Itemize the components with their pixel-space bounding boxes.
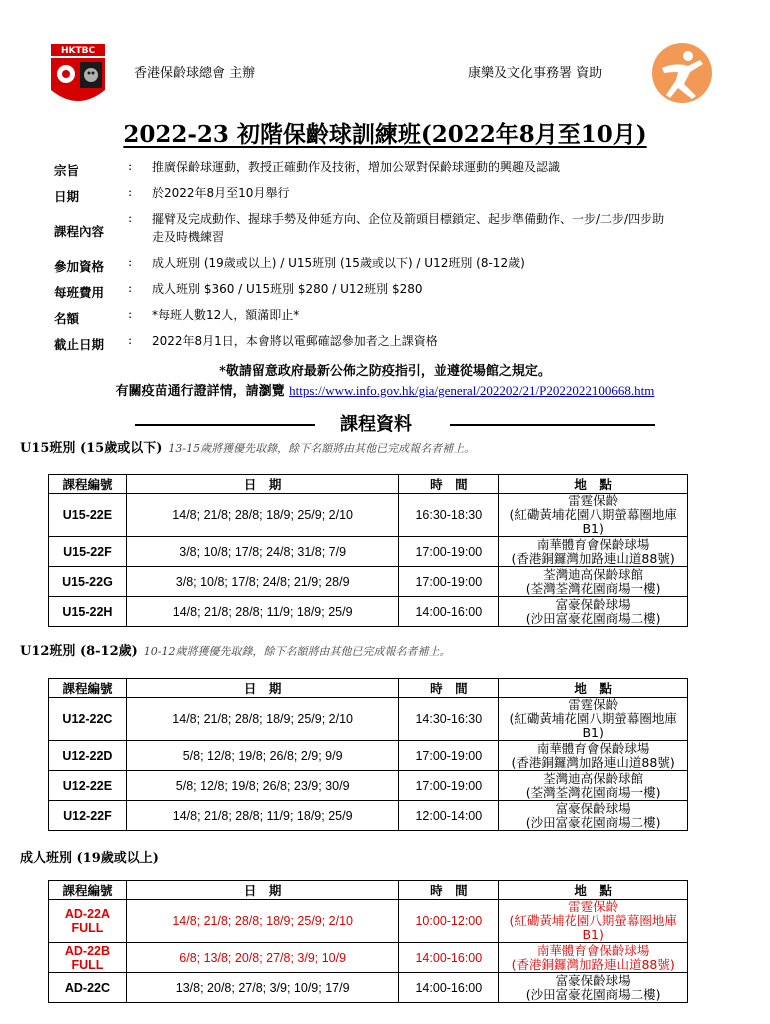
venue-address: (荃灣荃灣花園商場一樓) bbox=[525, 580, 661, 596]
col-location: 地 點 bbox=[499, 475, 688, 494]
venue-name: 南華體育會保齡球場 bbox=[536, 942, 650, 958]
table-row bbox=[49, 567, 688, 597]
course-time: 17:00-19:00 bbox=[399, 741, 499, 771]
venue-address: (沙田富豪花園商場二樓) bbox=[525, 986, 661, 1002]
course-location bbox=[499, 537, 688, 567]
group-title: U12班別 (8-12歲) bbox=[20, 644, 138, 659]
venue-name: 南華體育會保齡球場 bbox=[536, 536, 650, 552]
col-location: 地 點 bbox=[499, 881, 688, 900]
col-dates: 日 期 bbox=[126, 881, 399, 900]
group-note: 13-15歲將獲優先取錄，餘下名額將由其他已完成報名者補上。 bbox=[168, 442, 476, 455]
table-row bbox=[49, 943, 688, 973]
vaccine-pass-text: 有關疫苗通行證詳情，請瀏覽 bbox=[115, 384, 290, 399]
info-row-fee bbox=[54, 280, 754, 306]
venue-address: (荃灣荃灣花園商場一樓) bbox=[525, 784, 661, 800]
venue-address: (香港銅鑼灣加路連山道88號) bbox=[511, 550, 675, 566]
venue-name: 富豪保齡球場 bbox=[555, 596, 631, 612]
full-badge: FULL bbox=[71, 921, 104, 935]
info-row-deadline bbox=[54, 332, 754, 358]
venue-name: 富豪保齡球場 bbox=[555, 972, 631, 988]
course-time: 14:00-16:00 bbox=[399, 973, 499, 1003]
venue-name: 荃灣迪高保齡球館 bbox=[543, 566, 644, 582]
course-location bbox=[499, 771, 688, 801]
venue-address: (香港銅鑼灣加路連山道88號) bbox=[511, 956, 675, 972]
course-location bbox=[499, 900, 688, 943]
course-dates: 14/8; 21/8; 28/8; 18/9; 25/9; 2/10 bbox=[126, 698, 399, 741]
section-title bbox=[0, 410, 770, 434]
course-code bbox=[49, 900, 127, 943]
course-location bbox=[499, 943, 688, 973]
info-label: 宗旨 bbox=[54, 163, 80, 178]
info-row-quota bbox=[54, 306, 754, 332]
info-colon: : bbox=[128, 210, 133, 225]
page-header bbox=[0, 0, 770, 115]
venue-address: (沙田富豪花園商場二樓) bbox=[525, 814, 661, 830]
info-row-date bbox=[54, 184, 754, 210]
lcsd-logo-icon bbox=[648, 42, 716, 104]
info-label: 名額 bbox=[54, 311, 80, 326]
col-code: 課程編號 bbox=[49, 679, 127, 698]
venue-name: 荃灣迪高保齡球館 bbox=[543, 770, 644, 786]
table-row bbox=[49, 741, 688, 771]
group-heading-u15 bbox=[20, 437, 475, 456]
course-code: U15-22F bbox=[49, 537, 127, 567]
course-table-adult bbox=[48, 880, 688, 1003]
table-header bbox=[49, 679, 688, 698]
info-label: 日期 bbox=[54, 189, 80, 204]
page-title: 2022-23 初階保齡球訓練班(2022年8月至10月) bbox=[123, 121, 647, 148]
info-colon: : bbox=[128, 158, 133, 173]
full-badge: FULL bbox=[71, 957, 104, 972]
course-location bbox=[499, 801, 688, 831]
info-label: 每班費用 bbox=[54, 285, 105, 300]
course-dates: 6/8; 13/8; 20/8; 27/8; 3/9; 10/9 bbox=[126, 943, 399, 973]
course-location bbox=[499, 973, 688, 1003]
info-row-content bbox=[54, 210, 754, 254]
course-location bbox=[499, 741, 688, 771]
section-rule-left bbox=[135, 424, 315, 426]
course-time: 14:30-16:30 bbox=[399, 698, 499, 741]
course-code: U15-22G bbox=[49, 567, 127, 597]
course-code: AD-22C bbox=[49, 973, 127, 1003]
info-value: 於2022年8月至10月舉行 bbox=[152, 186, 290, 200]
course-dates: 5/8; 12/8; 19/8; 26/8; 23/9; 30/9 bbox=[126, 771, 399, 801]
info-colon: : bbox=[128, 280, 133, 295]
venue-address: (沙田富豪花園商場二樓) bbox=[525, 610, 661, 626]
course-table-u15 bbox=[48, 474, 688, 627]
col-time: 時 間 bbox=[399, 475, 499, 494]
course-dates: 3/8; 10/8; 17/8; 24/8; 31/8; 7/9 bbox=[126, 537, 399, 567]
venue-name: 雷霆保齡 bbox=[568, 697, 619, 712]
course-time: 14:00-16:00 bbox=[399, 597, 499, 627]
course-code: U12-22E bbox=[49, 771, 127, 801]
info-label: 參加資格 bbox=[54, 259, 105, 274]
group-heading-u12 bbox=[20, 640, 451, 659]
venue-address: (紅磡黃埔花園八期螢幕圈地庫B1) bbox=[509, 711, 677, 740]
table-row bbox=[49, 537, 688, 567]
col-time: 時 間 bbox=[399, 881, 499, 900]
table-row bbox=[49, 698, 688, 741]
course-time: 17:00-19:00 bbox=[399, 537, 499, 567]
group-title: 成人班別 (19歲或以上) bbox=[20, 851, 159, 866]
info-colon: : bbox=[128, 254, 133, 269]
info-colon: : bbox=[128, 332, 133, 347]
section-title-text: 課程資料 bbox=[340, 414, 412, 435]
course-code bbox=[49, 943, 127, 973]
course-code: U12-22F bbox=[49, 801, 127, 831]
info-value: 2022年8月1日，本會將以電郵確認參加者之上課資格 bbox=[152, 334, 438, 348]
course-location bbox=[499, 597, 688, 627]
col-dates: 日 期 bbox=[126, 679, 399, 698]
course-info bbox=[54, 158, 754, 358]
table-row bbox=[49, 900, 688, 943]
course-time: 12:00-14:00 bbox=[399, 801, 499, 831]
table-row bbox=[49, 801, 688, 831]
logo-text: HKTBC bbox=[60, 46, 96, 56]
covid-notice: *敬請留意政府最新公佈之防疫指引，並遵從場館之規定。 bbox=[219, 364, 551, 379]
course-dates: 14/8; 21/8; 28/8; 11/9; 18/9; 25/9 bbox=[126, 801, 399, 831]
course-time: 17:00-19:00 bbox=[399, 567, 499, 597]
organizer-label: 香港保齡球總會 主辦 bbox=[134, 66, 256, 81]
course-code-text: AD-22A bbox=[64, 907, 111, 921]
hktbc-logo-icon bbox=[49, 42, 107, 108]
info-colon: : bbox=[128, 306, 133, 321]
info-value: 擺臂及完成動作、握球手勢及伸延方向、企位及箭頭目標鎖定、起步準備動作、一步/二步/四步助走及時機練習 bbox=[152, 212, 665, 244]
sponsor-label: 康樂及文化事務署 資助 bbox=[468, 66, 603, 81]
info-label: 課程內容 bbox=[54, 224, 105, 239]
venue-name: 雷霆保齡 bbox=[568, 493, 619, 508]
course-time: 16:30-18:30 bbox=[399, 494, 499, 537]
venue-address: (香港銅鑼灣加路連山道88號) bbox=[511, 754, 675, 770]
info-colon: : bbox=[128, 184, 133, 199]
info-row-eligibility bbox=[54, 254, 754, 280]
course-location bbox=[499, 698, 688, 741]
col-code: 課程編號 bbox=[49, 475, 127, 494]
col-location: 地 點 bbox=[499, 679, 688, 698]
course-time: 14:00-16:00 bbox=[399, 943, 499, 973]
course-table-u12 bbox=[48, 678, 688, 831]
venue-name: 富豪保齡球場 bbox=[555, 800, 631, 816]
info-label: 截止日期 bbox=[54, 337, 105, 352]
course-code: U12-22D bbox=[49, 741, 127, 771]
venue-name: 南華體育會保齡球場 bbox=[536, 740, 650, 756]
vaccine-pass-notice bbox=[0, 380, 770, 399]
group-title: U15班別 (15歲或以下) bbox=[20, 441, 163, 456]
course-dates: 14/8; 21/8; 28/8; 18/9; 25/9; 2/10 bbox=[126, 900, 399, 943]
col-time: 時 間 bbox=[399, 679, 499, 698]
table-row bbox=[49, 494, 688, 537]
group-note: 10-12歲將獲優先取錄，餘下名額將由其他已完成報名者補上。 bbox=[143, 645, 451, 658]
col-code: 課程編號 bbox=[49, 881, 127, 900]
info-value: 成人班別 (19歲或以上) / U15班別 (15歲或以下) / U12班別 (8-12歲) bbox=[152, 256, 525, 270]
course-code-text: AD-22B bbox=[64, 943, 111, 958]
venue-address: (紅磡黃埔花園八期螢幕圈地庫B1) bbox=[509, 507, 677, 536]
course-dates: 14/8; 21/8; 28/8; 11/9; 18/9; 25/9 bbox=[126, 597, 399, 627]
table-row bbox=[49, 597, 688, 627]
course-location bbox=[499, 567, 688, 597]
course-code: U12-22C bbox=[49, 698, 127, 741]
course-dates: 5/8; 12/8; 19/8; 26/8; 2/9; 9/9 bbox=[126, 741, 399, 771]
venue-address: (紅磡黃埔花園八期螢幕圈地庫B1) bbox=[509, 913, 677, 942]
course-time: 17:00-19:00 bbox=[399, 771, 499, 801]
section-rule-right bbox=[450, 424, 655, 426]
col-dates: 日 期 bbox=[126, 475, 399, 494]
course-code: U15-22H bbox=[49, 597, 127, 627]
table-header bbox=[49, 475, 688, 494]
info-row-purpose bbox=[54, 158, 754, 184]
info-value: 推廣保齡球運動，教授正確動作及技術，增加公眾對保齡球運動的興趣及認識 bbox=[152, 160, 561, 174]
course-code: U15-22E bbox=[49, 494, 127, 537]
venue-name: 雷霆保齡 bbox=[568, 899, 619, 914]
course-time: 10:00-12:00 bbox=[399, 900, 499, 943]
group-heading-adult bbox=[20, 847, 159, 866]
course-dates: 13/8; 20/8; 27/8; 3/9; 10/9; 17/9 bbox=[126, 973, 399, 1003]
info-value: *每班人數12人，額滿即止* bbox=[152, 308, 300, 322]
course-dates: 3/8; 10/8; 17/8; 24/8; 21/9; 28/9 bbox=[126, 567, 399, 597]
vaccine-pass-link[interactable]: https://www.info.gov.hk/gia/general/202202/21/P2022022100668.htm bbox=[289, 383, 655, 398]
course-location bbox=[499, 494, 688, 537]
table-row bbox=[49, 771, 688, 801]
table-row bbox=[49, 973, 688, 1003]
table-header bbox=[49, 881, 688, 900]
course-dates: 14/8; 21/8; 28/8; 18/9; 25/9; 2/10 bbox=[126, 494, 399, 537]
info-value: 成人班別 $360 / U15班別 $280 / U12班別 $280 bbox=[152, 282, 423, 296]
